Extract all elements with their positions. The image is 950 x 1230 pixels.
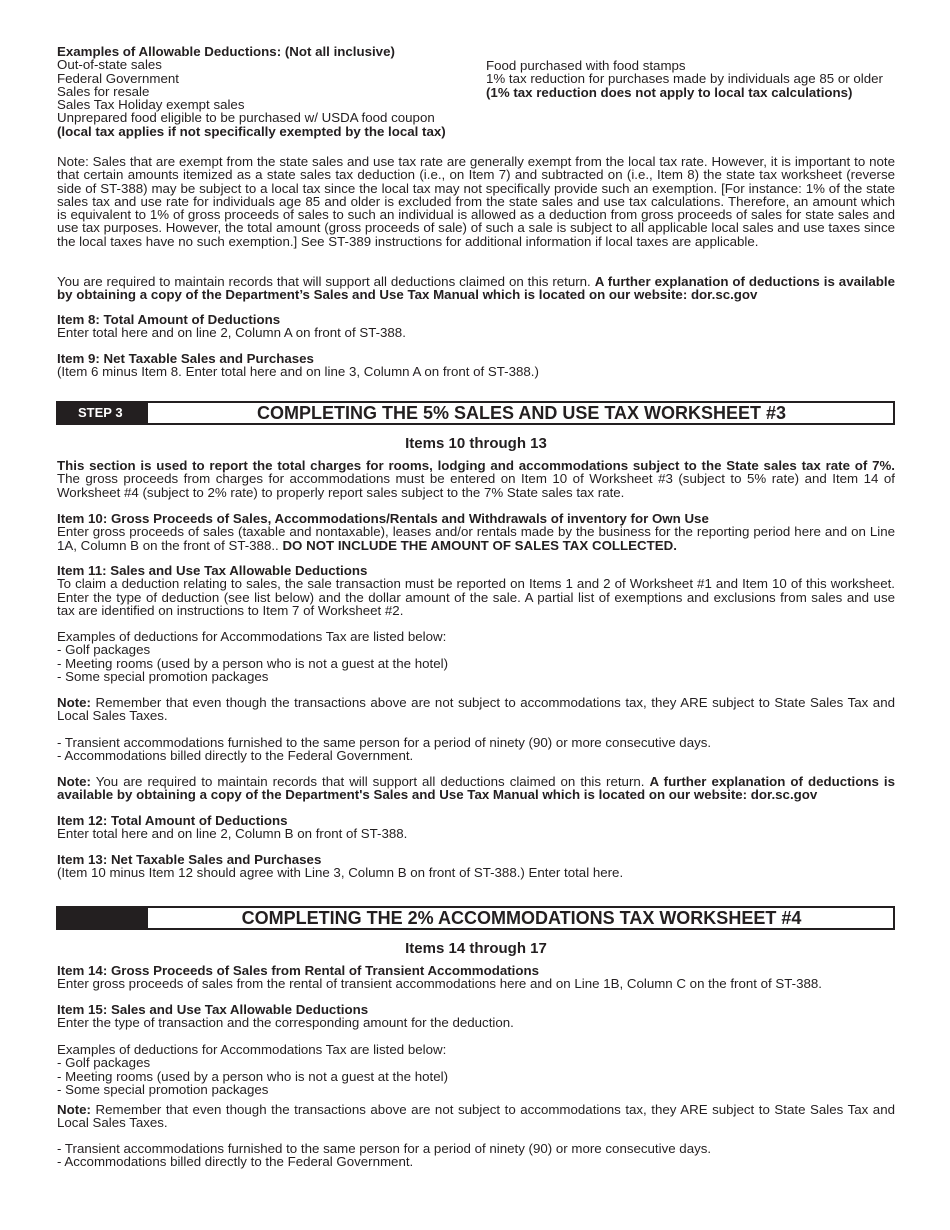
item-9-text: (Item 6 minus Item 8. Enter total here and on line 3, Column A on front of ST-388.) <box>57 364 539 380</box>
item-13-title: Item 13: Net Taxable Sales and Purchases <box>57 852 322 867</box>
example-item: Federal Government <box>57 70 179 86</box>
item-11 <box>57 564 895 617</box>
example-item-age85: 1% tax reduction for purchases made by individuals age 85 or older (1% tax reduction does not apply to local tax calculations) <box>486 71 883 100</box>
step-4-tag <box>58 908 148 928</box>
example-item: Sales Tax Holiday exempt sales <box>57 97 245 113</box>
step-3-tag: STEP 3 <box>58 403 148 423</box>
step-3-note: Note: Remember that even though the transactions above are not subject to accommodations tax, they ARE subject to State Sales Tax and Local Sales Taxes. <box>57 695 895 724</box>
item-13-text: (Item 10 minus Item 12 should agree with Line 3, Column B on front of ST-388.) Enter total here. <box>57 865 624 881</box>
list-item: - Accommodations billed directly to the Federal Government. <box>57 1154 414 1170</box>
step-3-subtitle: Items 10 through 13 <box>405 435 547 452</box>
records-note: You are required to maintain records that will support all deductions claimed on this return. A further explanation of deductions is available by obtaining a copy of the Department’s Sales and Use Tax Manual which is located on our website: dor.sc.gov <box>57 274 895 303</box>
step-3-title: COMPLETING THE 5% SALES AND USE TAX WORKSHEET #3 <box>256 403 787 423</box>
example-item: Out-of-state sales <box>57 57 162 73</box>
item-13 <box>57 853 895 880</box>
item-9-title: Item 9: Net Taxable Sales and Purchases <box>57 351 314 366</box>
item-12 <box>57 814 895 841</box>
item-12-title: Item 12: Total Amount of Deductions <box>57 813 288 828</box>
example-item: Unprepared food eligible to be purchased w/ USDA food coupon <box>57 110 435 126</box>
item-11-title: Item 11: Sales and Use Tax Allowable Deductions <box>57 563 368 578</box>
item-14 <box>57 964 895 991</box>
item-10-title: Item 10: Gross Proceeds of Sales, Accommodations/Rentals and Withdrawals of inventory for Own Use <box>57 511 709 526</box>
step-3-note-records: Note: You are required to maintain records that will support all deductions claimed on this return. A further explanation of deductions is available by obtaining a copy of the Department's Sales and Use Tax Manual which is located on our website: dor.sc.gov <box>57 774 895 803</box>
item-15-title: Item 15: Sales and Use Tax Allowable Deductions <box>57 1002 369 1017</box>
item-8 <box>57 313 895 340</box>
list-item: - Transient accommodations furnished to the same person for a period of ninety (90) or more consecutive days. <box>57 1141 712 1156</box>
step-4-subtitle: Items 14 through 17 <box>405 940 547 957</box>
example-item-bold: (local tax applies if not specifically exempted by the local tax) <box>57 123 446 139</box>
local-tax-note: Note: Sales that are exempt from the state sales and use tax rate are generally exempt from the local tax rate. However, it is important to note that certain amounts itemized as a state sales tax deduction (i.e., on Item 7) and subtracted on (i.e., Item 8) the state tax worksheet (reverse side of ST-388) may be subject to a local tax since the local tax may not specifically provide such an exemption. [For instance: 1% of the state sales tax and use rate for individuals age 85 and older is excluded from the state sales and use tax calculations. Therefore, an amount which is equivalent to 1% of gross proceeds of sales to such an individual is allowed as a deduction from gross proceeds of sales for state sales and use tax purposes. However, the total amount (gross proceeds of sale) of such a sale is subject to all applicable local sales and use taxes since the local taxes have no such exemption.] See ST-389 instructions for additional information if local taxes are applicable. <box>57 154 895 249</box>
deductions-examples-left <box>57 45 477 138</box>
item-15 <box>57 1003 895 1030</box>
examples-intro: Examples of deductions for Accommodations Tax are listed below: <box>57 629 447 644</box>
step-4-exclusions <box>57 1142 895 1169</box>
step-3-banner <box>56 401 895 425</box>
list-item: - Some special promotion packages <box>57 1081 269 1097</box>
list-item: - Golf packages <box>57 1055 151 1071</box>
accommodations-examples <box>57 630 895 683</box>
list-item: - Transient accommodations furnished to the same person for a period of ninety (90) or more consecutive days. <box>57 735 712 750</box>
item-15-text: Enter the type of transaction and the corresponding amount for the deduction. <box>57 1015 514 1031</box>
step-4-title: COMPLETING THE 2% ACCOMMODATIONS TAX WORKSHEET #4 <box>241 908 802 928</box>
step-3-intro: This section is used to report the total charges for rooms, lodging and accommodations subject to the State sales tax rate of 7%. The gross proceeds from charges for accommodations must be entered on Item 10 of Worksheet #3 (subject to 5% rate) and Item 14 of Worksheet #4 (subject to 2% rate) to properly report sales subject to the 7% State sales tax rate. <box>57 458 895 500</box>
step-4-banner <box>56 906 895 930</box>
item-10 <box>57 512 895 552</box>
list-item: - Meeting rooms (used by a person who is not a guest at the hotel) <box>57 1068 448 1084</box>
item-14-title: Item 14: Gross Proceeds of Sales from Rental of Transient Accommodations <box>57 963 540 978</box>
examples-heading: Examples of Allowable Deductions: (Not all inclusive) <box>57 44 395 59</box>
item-8-text: Enter total here and on line 2, Column A on front of ST-388. <box>57 325 406 341</box>
item-10-text: Enter gross proceeds of sales (taxable and nontaxable), leases and/or rentals made by the business for the reporting period here and on Line 1A, Column B on the front of ST-388.. DO NOT INCLUDE THE AMOUNT OF SALES TAX COLLECTED. <box>57 524 895 553</box>
deductions-examples-right <box>486 59 886 99</box>
accommodations-examples-4 <box>57 1043 895 1096</box>
example-item: Food purchased with food stamps <box>486 58 686 73</box>
list-item: - Golf packages <box>57 642 151 658</box>
item-8-title: Item 8: Total Amount of Deductions <box>57 312 281 327</box>
item-12-text: Enter total here and on line 2, Column B on front of ST-388. <box>57 826 408 842</box>
example-item: Sales for resale <box>57 83 150 99</box>
step-3-exclusions <box>57 736 895 763</box>
step-4-note: Note: Remember that even though the transactions above are not subject to accommodations tax, they ARE subject to State Sales Tax and Local Sales Taxes. <box>57 1102 895 1131</box>
list-item: - Accommodations billed directly to the Federal Government. <box>57 748 414 764</box>
list-item: - Some special promotion packages <box>57 668 269 684</box>
examples-intro: Examples of deductions for Accommodations Tax are listed below: <box>57 1042 447 1057</box>
list-item: - Meeting rooms (used by a person who is not a guest at the hotel) <box>57 655 448 671</box>
item-14-text: Enter gross proceeds of sales from the rental of transient accommodations here and on Line 1B, Column C on the front of ST-388. <box>57 976 822 992</box>
item-9 <box>57 352 895 379</box>
item-11-text: To claim a deduction relating to sales, the sale transaction must be reported on Items 1 and 2 of Worksheet #1 and Item 10 of this worksheet. Enter the type of deduction (see list below) and the dollar amount of the sale. A partial list of exemptions and exclusions from sales and use tax are identified on instructions to Item 7 of Worksheet #2. <box>57 576 895 618</box>
